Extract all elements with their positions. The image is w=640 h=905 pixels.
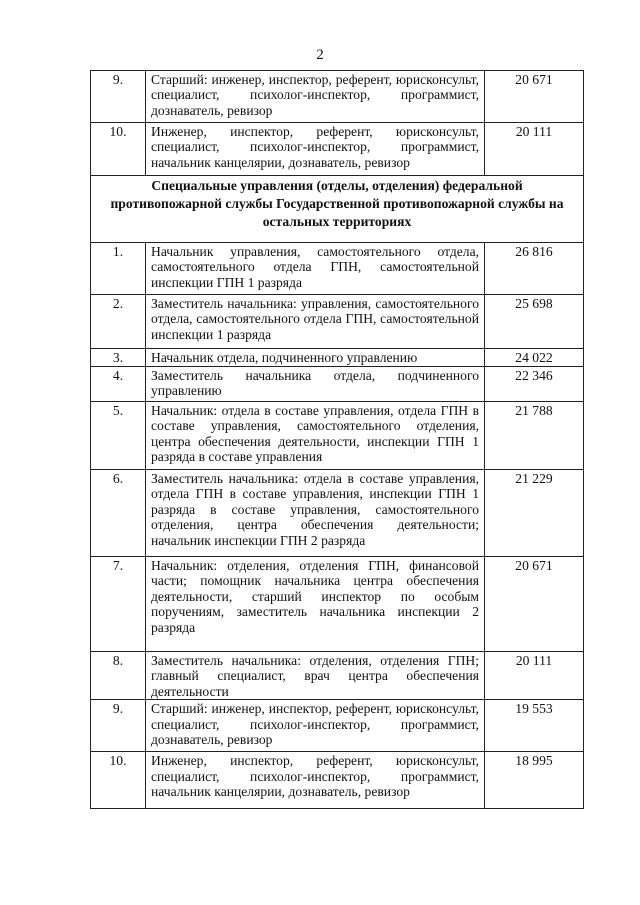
position-description: Начальник: отделения, отделения ГПН, финансовой части; помощник начальника центра обеспечения деятельности, старший инспектор по особым поручениям, заместитель начальника инспекции 2 разряда bbox=[146, 557, 485, 652]
salary-value: 21 229 bbox=[485, 470, 584, 557]
position-description: Старший: инженер, инспектор, референт, юрисконсульт, специалист, психолог-инспектор, программист, дознаватель, ревизор bbox=[146, 700, 485, 752]
position-description: Инженер, инспектор, референт, юрисконсульт, специалист, психолог-инспектор, программист, начальник канцелярии, дознаватель, ревизор bbox=[146, 123, 485, 176]
row-number: 2. bbox=[91, 295, 146, 349]
table-row bbox=[91, 349, 584, 367]
salary-value: 25 698 bbox=[485, 295, 584, 349]
page-number: 2 bbox=[316, 47, 324, 63]
position-description: Заместитель начальника: управления, самостоятельного отдела, самостоятельного отдела ГПН, самостоятельной инспекции 1 разряда bbox=[146, 295, 485, 349]
salary-value: 20 111 bbox=[485, 123, 584, 176]
row-number: 9. bbox=[91, 700, 146, 752]
table-row bbox=[91, 652, 584, 700]
row-number: 3. bbox=[91, 349, 146, 367]
salary-value: 24 022 bbox=[485, 349, 584, 367]
row-number: 1. bbox=[91, 243, 146, 295]
table-row bbox=[91, 402, 584, 470]
salary-value: 20 111 bbox=[485, 652, 584, 700]
position-description: Заместитель начальника: отдела в составе управления, отдела ГПН в составе управления, инспекции ГПН 1 разряда в составе управления, самостоятельного отделения, центра обеспечения деятельности; начальник инспекции ГПН 2 разряда bbox=[146, 470, 485, 557]
table-row bbox=[91, 243, 584, 295]
salary-value: 18 995 bbox=[485, 752, 584, 809]
table-row bbox=[91, 700, 584, 752]
salary-table bbox=[90, 70, 584, 809]
table-row bbox=[91, 123, 584, 176]
section-header-row bbox=[91, 176, 584, 243]
salary-table-body bbox=[91, 71, 584, 809]
position-description: Старший: инженер, инспектор, референт, юрисконсульт, специалист, психолог-инспектор, программист, дознаватель, ревизор bbox=[146, 71, 485, 123]
position-description: Начальник отдела, подчиненного управлению bbox=[146, 349, 485, 367]
row-number: 9. bbox=[91, 71, 146, 123]
table-row bbox=[91, 752, 584, 809]
position-description: Начальник управления, самостоятельного отдела, самостоятельного отдела ГПН, самостоятельной инспекции ГПН 1 разряда bbox=[146, 243, 485, 295]
salary-value: 20 671 bbox=[485, 557, 584, 652]
salary-value: 20 671 bbox=[485, 71, 584, 123]
table-row bbox=[91, 367, 584, 402]
salary-value: 19 553 bbox=[485, 700, 584, 752]
table-row bbox=[91, 470, 584, 557]
row-number: 6. bbox=[91, 470, 146, 557]
salary-value: 22 346 bbox=[485, 367, 584, 402]
salary-value: 21 788 bbox=[485, 402, 584, 470]
position-description: Заместитель начальника отдела, подчиненного управлению bbox=[146, 367, 485, 402]
row-number: 10. bbox=[91, 752, 146, 809]
row-number: 5. bbox=[91, 402, 146, 470]
position-description: Начальник: отдела в составе управления, отдела ГПН в составе управления, самостоятельного отделения, центра обеспечения деятельности, инспекции ГПН 1 разряда в составе управления bbox=[146, 402, 485, 470]
table-row bbox=[91, 71, 584, 123]
row-number: 4. bbox=[91, 367, 146, 402]
table-row bbox=[91, 557, 584, 652]
position-description: Инженер, инспектор, референт, юрисконсульт, специалист, психолог-инспектор, программист, начальник канцелярии, дознаватель, ревизор bbox=[146, 752, 485, 809]
position-description: Заместитель начальника: отделения, отделения ГПН; главный специалист, врач центра обеспечения деятельности bbox=[146, 652, 485, 700]
row-number: 8. bbox=[91, 652, 146, 700]
section-title: Специальные управления (отделы, отделения) федеральной противопожарной службы Государственной противопожарной службы на остальных территориях bbox=[91, 176, 584, 243]
row-number: 7. bbox=[91, 557, 146, 652]
salary-value: 26 816 bbox=[485, 243, 584, 295]
table-row bbox=[91, 295, 584, 349]
row-number: 10. bbox=[91, 123, 146, 176]
